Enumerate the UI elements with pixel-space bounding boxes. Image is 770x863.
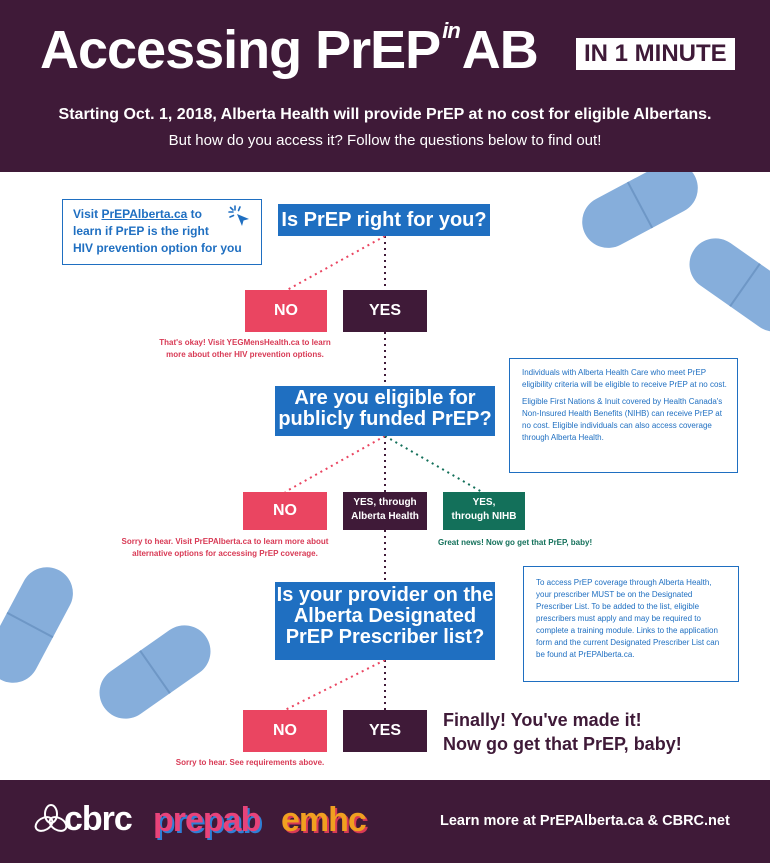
connector-q3-no: [285, 660, 385, 710]
yes-ah-line1: YES, through: [353, 497, 417, 508]
prepab-logo[interactable]: prepab: [153, 801, 261, 839]
visit-prefix: Visit: [73, 207, 99, 221]
step1-yes-box: YES: [343, 290, 427, 332]
step1-no-box: NO: [245, 290, 327, 332]
step2-no-box: NO: [243, 492, 327, 530]
eligibility-info-box: [509, 358, 738, 473]
question-eligible-line1: Are you eligible for: [294, 387, 476, 409]
pill-left-2: [89, 615, 220, 729]
step2-no-note-line2: alternative options for accessing PrEP coverage.: [132, 548, 318, 558]
step1-no-note: [150, 337, 340, 360]
cursor-click-icon: [227, 204, 255, 232]
question-eligible-line2: publicly funded PrEP?: [278, 408, 492, 430]
prescriber-info-box: To access PrEP coverage through Alberta Health, your prescriber MUST be on the Designated Prescriber List. To be added to the list, eligible prescribers must apply and may be required to complete a training module. Links to the application form and the current Designated Prescriber List can be found at PrEPAlberta.ca.: [523, 566, 739, 682]
page-title: [40, 18, 538, 81]
title-main: Accessing PrEP: [40, 20, 441, 80]
step1-no-note-line2: more about other HIV prevention options.: [166, 349, 324, 359]
question-provider-line3: PrEP Prescriber list?: [285, 626, 485, 648]
connector-q1-no: [287, 236, 385, 290]
visit-prepalberta-box[interactable]: [62, 199, 262, 265]
emhc-logo[interactable]: emhc: [281, 801, 366, 839]
subtitle-instructions: But how do you access it? Follow the questions below to find out!: [168, 132, 602, 149]
visit-line-2: learn if PrEP is the right: [73, 223, 209, 238]
step2-no-note-line1: Sorry to hear. Visit PrEPAlberta.ca to learn more about: [121, 537, 329, 546]
finale-message: [443, 708, 682, 757]
yes-nihb-line2: through NIHB: [451, 510, 517, 522]
connector-q2-no: [285, 436, 385, 492]
title-in: in: [442, 18, 460, 43]
question-provider-list: [275, 582, 495, 660]
learn-more-text: Learn more at PrEPAlberta.ca & CBRC.net: [440, 813, 730, 829]
step2-nihb-note: Great news! Now go get that PrEP, baby!: [438, 538, 593, 547]
cbrc-wordmark: cbrc: [64, 800, 132, 838]
pill-top-right-2: [679, 228, 770, 342]
finale-line2: Now go get that PrEP, baby!: [443, 734, 682, 755]
question-prep-right: Is PrEP right for you?: [278, 204, 490, 236]
finale-line1: Finally! You've made it!: [443, 710, 642, 730]
step3-no-note: Sorry to hear. See requirements above.: [175, 758, 325, 767]
step2-yes-alberta-health-box: [343, 492, 427, 530]
yes-ah-line2: Alberta Health: [351, 510, 419, 522]
visit-suffix: to: [190, 207, 202, 221]
visit-line-3: HIV prevention option for you: [73, 240, 242, 255]
title-ab: AB: [461, 20, 538, 80]
prepalberta-link[interactable]: PrEPAlberta.ca: [101, 207, 188, 221]
question-eligible: [275, 386, 495, 436]
one-minute-badge: IN 1 MINUTE: [576, 38, 735, 70]
eligibility-info-nihb: Eligible First Nations & Inuit covered by Health Canada's Non-Insured Health Benefits (NIHB) can receive PrEP at no cost. Eligible individuals can also access coverage through Alberta Health.: [522, 397, 723, 442]
pill-left-1: [0, 558, 82, 692]
step3-no-box: NO: [243, 710, 327, 752]
connector-q2-nihb: [385, 436, 482, 492]
question-provider-line1: Is your provider on the: [276, 584, 494, 606]
step3-yes-box: YES: [343, 710, 427, 752]
eligibility-info-ahc: Individuals with Alberta Health Care who meet PrEP eligibility criteria will be eligible to receive PrEP at no cost.: [522, 368, 727, 389]
question-provider-line2: Alberta Designated: [293, 605, 477, 627]
step2-no-note: [110, 536, 340, 559]
step1-no-note-line1: That's okay! Visit YEGMensHealth.ca to learn: [159, 338, 331, 347]
step2-yes-nihb-box: [443, 492, 525, 530]
yes-nihb-line1: YES,: [472, 497, 496, 508]
subtitle-announcement: Starting Oct. 1, 2018, Alberta Health will provide PrEP at no cost for eligible Albertans.: [58, 106, 712, 123]
